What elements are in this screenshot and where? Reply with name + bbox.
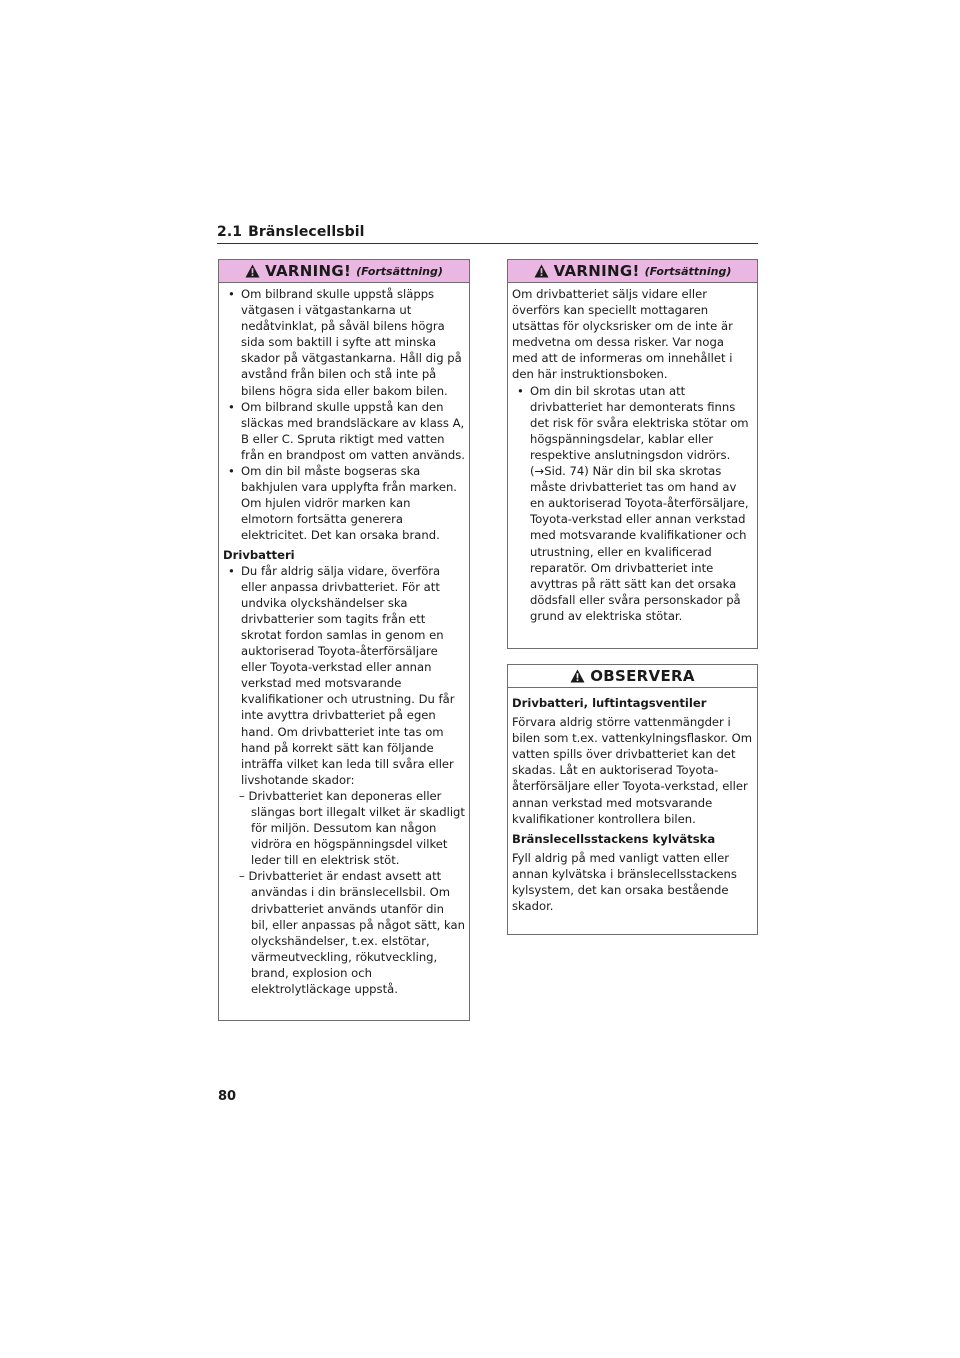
section-number: 2.1 xyxy=(217,224,243,240)
observera-text-2: Fyll aldrig på med vanligt vatten eller annan kylvätska i bränslecellsstackens kylsystem, det kan orsaka bestående skador. xyxy=(512,850,737,914)
warning-continued: (Fortsättning) xyxy=(356,264,443,278)
warning-title: VARNING! xyxy=(553,262,640,280)
warning-title: VARNING! xyxy=(265,262,352,280)
warning-header xyxy=(508,260,757,283)
warning-paragraph: Om drivbatteriet säljs vidare eller överförs kan speciellt mottagaren utsättas för olycksrisker om de inte är medvetna om dessa risker. Var noga med att de informeras om innehållet i den här instruktionsboken. xyxy=(512,287,733,382)
warning-box-left xyxy=(218,259,470,1021)
warning-box-right xyxy=(507,259,758,649)
bullet-item: • Om bilbrand skulle uppstå släpps vätgasen i vätgastankarna ut nedåtvinklat, på såväl bilens högra sida som baktill i syfte att minska skador på vätgastankarna. Håll dig på avstånd från bilen och stå inte på bilens högra sida eller bakom bilen. xyxy=(228,287,462,398)
warning-content xyxy=(219,283,469,997)
observera-header xyxy=(508,665,757,688)
warning-content xyxy=(508,283,757,624)
bullet-item: • Om bilbrand skulle uppstå kan den släckas med brandsläckare av klass A, B eller C. Spruta riktigt med vatten från en brandpost om vatten används. xyxy=(228,399,465,462)
page-number: 80 xyxy=(218,1089,237,1104)
warning-header xyxy=(219,260,469,283)
observera-heading-1: Drivbatteri, luftintagsventiler xyxy=(512,696,707,710)
bullet-item: • Om din bil skrotas utan att drivbatteriet har demonterats finns det risk för svåra elektriska stötar om högspänningsdelar, kablar eller respektive anslutningsdon vidrörs. (→Sid. 74) När din bil ska skrotas måste drivbatteriet tas om hand av en auktoriserad Toyota-återförsäljare, Toyota-verkstad eller annan verkstad med motsvarande kvalifikationer och utrustning, eller en kvalificerad reparatör. Om drivbatteriet inte avyttras på rätt sätt kan det orsaka dödsfall eller svåra personskador på grund av elektriska stötar. xyxy=(517,383,749,623)
observera-heading-2: Bränslecellsstackens kylvätska xyxy=(512,831,716,846)
bullet-item: • Om din bil måste bogseras ska bakhjulen vara upplyfta från marken. Om hjulen vidrör marken kan elmotorn fortsätta generera elektricitet. Det kan orsaka brand. xyxy=(228,464,457,543)
bullet-item: • Du får aldrig sälja vidare, överföra eller anpassa drivbatteriet. För att undvika olyckshändelser ska drivbatterier som tagits från ett skrotat fordon samlas in genom en auktoriserad Toyota-återförsäljare eller Toyota-verkstad eller annan verkstad med motsvarande kvalifikationer och utrustning. Du får inte avyttra drivbatteriet på egen hand. Om drivbatteriet inte tas om hand på korrekt sätt kan följande inträffa vilket kan leda till svåra eller livshotande skador: xyxy=(228,563,455,787)
caution-triangle-icon xyxy=(570,669,585,683)
dash-item: – Drivbatteriet är endast avsett att användas i din bränslecellsbil. Om drivbatteriet används utanför din bil, eller anpassas på något sätt, kan olyckshändelser, t.ex. elstötar, värmeutveckling, rökutveckling, brand, explosion och elektrolytläckage uppstå. xyxy=(239,869,466,997)
observera-content xyxy=(508,688,757,914)
dash-item: – Drivbatteriet kan deponeras eller slängas bort illegalt vilket är skadligt för miljön. Dessutom kan någon vidröra en högspänningsdel vilket leder till en elektrisk stöt. xyxy=(239,788,465,868)
section-header xyxy=(217,224,758,244)
observera-title: OBSERVERA xyxy=(590,667,695,685)
warning-continued: (Fortsättning) xyxy=(644,264,732,278)
warning-triangle-icon xyxy=(534,264,549,278)
subheading-drivbatteri: Drivbatteri xyxy=(223,547,295,562)
observera-text-1: Förvara aldrig större vattenmängder i bilen som t.ex. vattenkylningsflaskor. Om vatten spills över drivbatteriet kan det skadas. Låt en auktoriserad Toyota-återförsäljare eller Toyota-verkstad, eller annan verkstad med motsvarande kvalifikationer kontrollera bilen. xyxy=(512,715,753,826)
warning-triangle-icon xyxy=(245,264,260,278)
observera-box xyxy=(507,664,758,935)
section-title: Bränslecellsbil xyxy=(248,224,365,240)
